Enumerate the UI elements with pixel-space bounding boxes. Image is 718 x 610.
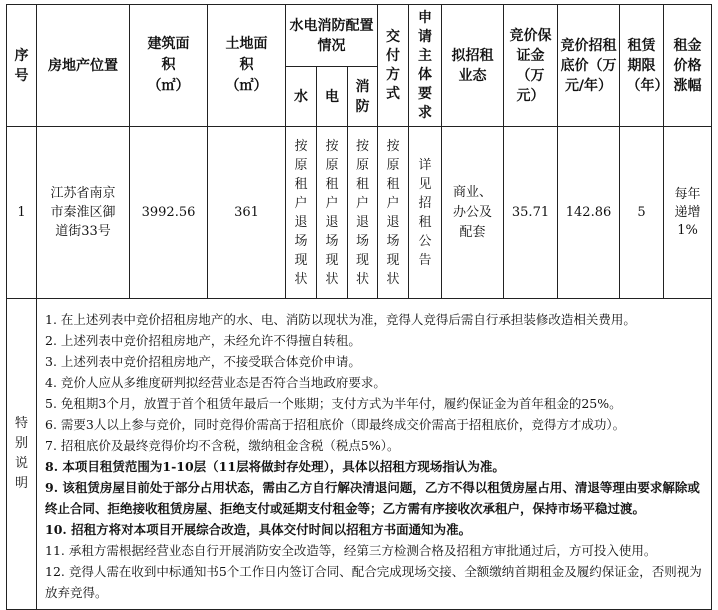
note-item: 3. 上述列表中竞价招租房地产，不接受联合体竞价申请。 [45, 354, 361, 369]
header-rent-increase: 租金价格涨幅 [664, 5, 712, 127]
note-item: 2. 上述列表中竞价招租房地产，未经允许不得擅自转租。 [45, 333, 361, 348]
notes-row [7, 299, 712, 610]
note-item: 11. 承租方需根据经营业态自行开展消防安全改造等，经第三方检测合格及招租方审批通过后，方可投入使用。 [45, 543, 657, 558]
note-item: 12. 竞得人需在收到中标通知书5个工作日内签订合同、配合完成现场交接、全额缴纳首期租金及履约保证金，否则视为放弃竞得。 [45, 564, 702, 600]
lease-table [6, 4, 712, 610]
lease-table-container [6, 4, 712, 610]
note-item: 7. 招租底价及最终竞得价均不含税，缴纳租金含税（税点5%）。 [45, 438, 400, 453]
header-electric: 电 [317, 67, 348, 127]
cell-rent-increase: 每年递增1% [664, 127, 712, 299]
data-row [7, 127, 712, 299]
header-intended-use: 拟招租业态 [442, 5, 504, 127]
note-item: 4. 竞价人应从多维度研判拟经营业态是否符合当地政府要求。 [45, 375, 386, 390]
header-lease-term: 租赁期限（年） [620, 5, 664, 127]
cell-building-area: 3992.56 [130, 127, 208, 299]
cell-land-area: 361 [208, 127, 286, 299]
header-delivery: 交付方式 [378, 5, 409, 127]
cell-delivery: 按原租户退场现状 [378, 127, 409, 299]
note-item-bold: 9. 该租赁房屋目前处于部分占用状态，需由乙方自行解决清退问题，乙方不得以租赁房屋占用、清退等理由要求解除或终止合同、拒绝接收租赁房屋、拒绝支付或延期支付租金等；乙方需有序接收次承租户，保持市场平稳过渡。 [45, 480, 700, 516]
header-applicant: 申请主体要求 [409, 5, 442, 127]
header-water: 水 [286, 67, 317, 127]
note-item: 6. 需要3人以上参与竞价，同时竞得价需高于招租底价（即最终成交价需高于招租底价，竞得方才成功）。 [45, 417, 626, 432]
note-item-bold: 8. 本项目租赁范围为1-10层（11层将做封存处理），具体以招租方现场指认为准。 [45, 459, 505, 474]
cell-applicant: 详见招租公告 [409, 127, 442, 299]
cell-location: 江苏省南京市秦淮区御道街33号 [37, 127, 130, 299]
cell-water: 按原租户退场现状 [286, 127, 317, 299]
note-item: 1. 在上述列表中竞价招租房地产的水、电、消防以现状为准，竞得人竞得后需自行承担装修改造相关费用。 [45, 312, 636, 327]
cell-seq: 1 [7, 127, 37, 299]
header-location: 房地产位置 [37, 5, 130, 127]
cell-electric: 按原租户退场现状 [317, 127, 348, 299]
header-base-price: 竞价招租底价（万元/年） [558, 5, 620, 127]
cell-fire: 按原租户退场现状 [348, 127, 378, 299]
note-item: 5. 免租期3个月，放置于首个租赁年最后一个账期；支付方式为半年付，履约保证金为首年租金的25%。 [45, 396, 622, 411]
header-row-1 [7, 5, 712, 67]
cell-deposit: 35.71 [504, 127, 558, 299]
header-land-area: 土地面积（㎡） [208, 5, 286, 127]
cell-intended-use: 商业、办公及配套 [442, 127, 504, 299]
header-seq: 序号 [7, 5, 37, 127]
header-utility-group: 水电消防配置情况 [286, 5, 378, 67]
notes-label: 特别说明 [7, 299, 37, 610]
cell-base-price: 142.86 [558, 127, 620, 299]
note-item-bold: 10. 招租方将对本项目开展综合改造，具体交付时间以招租方书面通知为准。 [45, 522, 472, 537]
cell-lease-term: 5 [620, 127, 664, 299]
header-fire: 消防 [348, 67, 378, 127]
notes-cell [37, 299, 712, 610]
header-building-area: 建筑面积（㎡） [130, 5, 208, 127]
header-deposit: 竞价保证金（万元） [504, 5, 558, 127]
